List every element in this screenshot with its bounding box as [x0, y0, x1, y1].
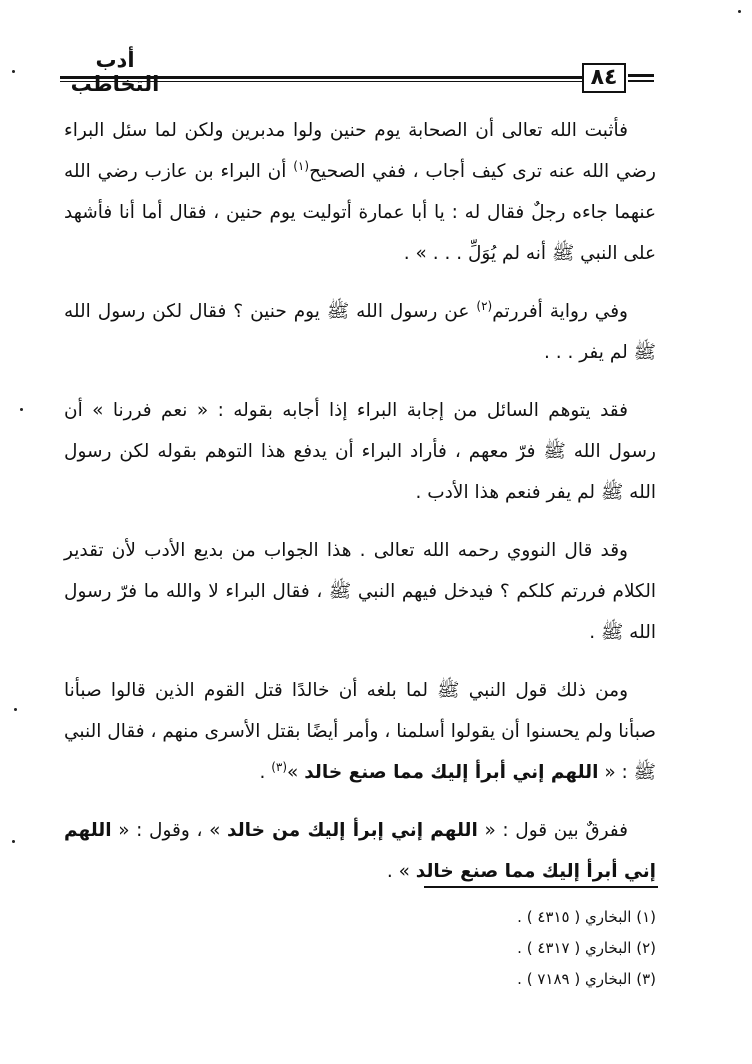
footnote-1: (١) البخاري ( ٤٣١٥ ) . — [517, 908, 656, 926]
header-rule — [60, 76, 596, 79]
hadith-quote: اللهم إني أبرأ إليك مما صنع خالد — [304, 762, 599, 783]
footnote-ref-1: (١) — [293, 158, 310, 173]
footnote-ref-2: (٢) — [476, 298, 493, 313]
footnote-separator — [424, 886, 658, 888]
paragraph-6-text: ففرقٌ بين قول : « — [477, 820, 629, 841]
paragraph-2-rest: عن رسول الله ﷺ يوم حنين ؟ فقال لكن رسول الله ﷺ لم يفر . . . — [64, 301, 656, 363]
header-end-rule-thin — [628, 80, 654, 82]
quote-close: » — [287, 762, 305, 783]
paragraph-5 — [64, 670, 656, 793]
footnote-2: (٢) البخاري ( ٤٣١٧ ) . — [517, 939, 656, 957]
paragraph-2 — [64, 291, 656, 373]
paragraph-4: وقد قال النووي رحمه الله تعالى . هذا الجواب من بديع الأدب لأن تقدير الكلام فررتم كلكم ؟ فيدخل فيهم النبي ﷺ ، فقال البراء لا والله ما فرّ رسول الله ﷺ . — [64, 540, 656, 643]
scan-speck — [14, 708, 17, 711]
paragraph-1-rest: أن البراء بن عازب رضي الله عنهما جاءه رجلٌ فقال له : يا أبا عمارة أتوليت يوم حنين ، فقال أما أنا فأشهد على النبي ﷺ أنه لم يُوَلِّ . . . » . — [64, 161, 656, 264]
paragraph-6 — [64, 810, 656, 892]
footnote-ref-3: (٣) — [271, 759, 288, 774]
paragraph-1-text: فأثبت الله تعالى أن الصحابة يوم حنين ولوا مدبرين ولكن لما سئل البراء رضي الله عنه ترى كيف أجاب ، ففي الصحيح — [64, 120, 656, 182]
paragraph-1 — [64, 110, 656, 274]
quote-2: اللهم إني أبرأ إليك مما صنع خالد — [64, 820, 656, 882]
footnotes — [360, 902, 656, 995]
paragraph-6-mid: » ، وقول : « — [111, 820, 228, 841]
scan-speck — [20, 408, 23, 411]
footnote-3: (٣) البخاري ( ٧١٨٩ ) . — [517, 970, 656, 988]
header-end-rule — [628, 74, 654, 77]
paragraph-6-end: » . — [386, 861, 416, 882]
running-header-title: أدب التخاطب — [70, 48, 160, 96]
page-number: ٨٤ — [582, 63, 626, 93]
quote-1: اللهم إني إبرأ إليك من خالد — [227, 820, 478, 841]
scan-speck — [738, 10, 741, 13]
scan-speck — [12, 840, 15, 843]
paragraph-2-text: وفي رواية أفررتم — [492, 301, 628, 322]
header-rule-thin — [60, 81, 596, 82]
main-text — [64, 110, 656, 909]
paragraph-5-text: ومن ذلك قول النبي ﷺ لما بلغه أن خالدًا قتل القوم الذين قالوا صبأنا صبأنا ولم يحسنوا أن يقولوا أسلمنا ، وأمر أيضًا بقتل الأسرى منهم ، فقال النبي ﷺ : « — [64, 680, 656, 783]
scan-speck — [12, 70, 15, 73]
paragraph-3: فقد يتوهم السائل من إجابة البراء إذا أجابه بقوله : « نعم فررنا » أن رسول الله ﷺ فرّ معهم ، فأراد البراء أن يدفع هذا التوهم بقوله لكن رسول الله ﷺ لم يفر فنعم هذا الأدب . — [64, 400, 656, 503]
paragraph-5-end: . — [259, 762, 272, 783]
